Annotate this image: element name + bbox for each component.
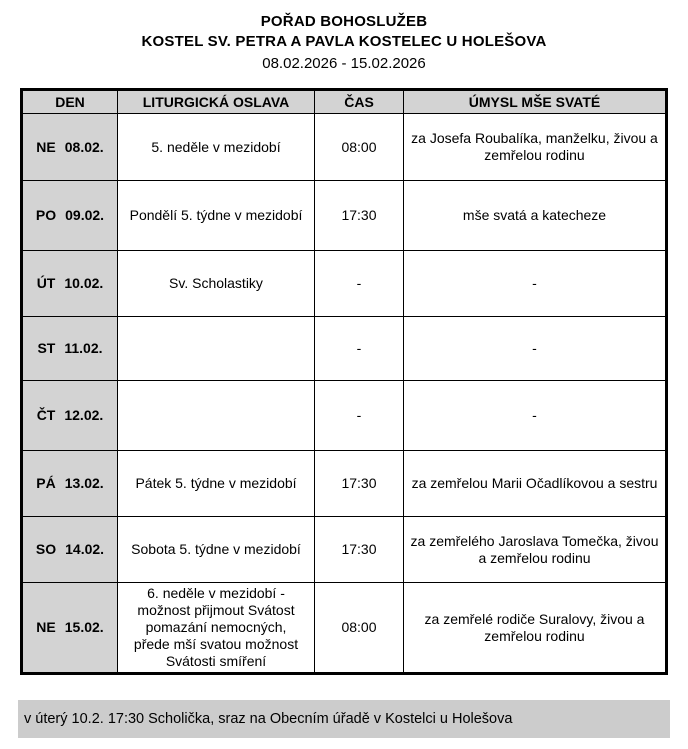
day-cell — [23, 317, 118, 380]
celebration-cell — [118, 381, 315, 450]
table-row — [23, 380, 665, 450]
title-block — [0, 12, 688, 74]
day-abbr: SO — [35, 541, 57, 557]
day-cell — [23, 251, 118, 316]
day-abbr: NE — [36, 619, 56, 635]
day-cell — [23, 381, 118, 450]
date-range: 08.02.2026 - 15.02.2026 — [262, 55, 426, 72]
column-header-intention: ÚMYSL MŠE SVATÉ — [404, 91, 665, 113]
intention-cell: - — [532, 407, 537, 423]
announcement-text: v úterý 10.2. 17:30 Scholička, sraz na Obecním úřadě v Kostelci u Holešova — [24, 711, 513, 727]
intention-cell: za zemřelou Marii Očadlíkovou a sestru — [411, 475, 658, 491]
table-row — [23, 113, 665, 180]
table-row — [23, 582, 665, 672]
day-date: 15.02. — [64, 619, 104, 635]
celebration-cell: Sv. Scholastiky — [118, 251, 315, 316]
intention-cell: - — [532, 275, 537, 291]
day-cell — [23, 583, 118, 672]
intention-cell: - — [532, 340, 537, 356]
day-cell — [23, 181, 118, 250]
intention-cell: za zemřelé rodiče Suralovy, živou a zemřelou rodinu — [424, 610, 645, 644]
day-date: 14.02. — [65, 541, 105, 557]
time-cell: - — [315, 251, 404, 316]
table-header-row — [23, 91, 665, 113]
time-cell: 17:30 — [315, 517, 404, 582]
day-date: 12.02. — [64, 407, 104, 423]
column-header-time: ČAS — [315, 91, 404, 113]
day-cell — [23, 451, 118, 516]
day-cell — [23, 114, 118, 180]
celebration-cell — [118, 317, 315, 380]
day-date: 13.02. — [64, 475, 104, 491]
time-cell: 08:00 — [315, 583, 404, 672]
time-cell: - — [315, 317, 404, 380]
table-row — [23, 180, 665, 250]
celebration-cell: Pátek 5. týdne v mezidobí — [118, 451, 315, 516]
day-abbr: ST — [37, 340, 56, 356]
day-date: 11.02. — [64, 340, 103, 356]
table-row — [23, 250, 665, 316]
column-header-celebration: LITURGICKÁ OSLAVA — [118, 91, 315, 113]
intention-cell: za zemřelého Jaroslava Tomečka, živou a zemřelou rodinu — [410, 532, 659, 566]
table-row — [23, 450, 665, 516]
column-header-day: DEN — [23, 91, 118, 113]
table-row — [23, 316, 665, 380]
day-abbr: ÚT — [36, 275, 56, 291]
day-date: 09.02. — [65, 207, 105, 223]
day-date: 10.02. — [64, 275, 104, 291]
time-cell: 08:00 — [315, 114, 404, 180]
page-title: POŘAD BOHOSLUŽEB — [260, 13, 428, 30]
intention-cell: mše svatá a katecheze — [462, 207, 607, 223]
day-abbr: PÁ — [36, 475, 56, 491]
intention-cell: za Josefa Roubalíka, manželku, živou a zemřelou rodinu — [411, 130, 658, 163]
celebration-cell: 5. neděle v mezidobí — [118, 114, 315, 180]
time-cell: 17:30 — [315, 451, 404, 516]
day-cell — [23, 517, 118, 582]
celebration-cell: Pondělí 5. týdne v mezidobí — [118, 181, 315, 250]
announcement-bar — [18, 700, 670, 738]
church-name: KOSTEL SV. PETRA A PAVLA KOSTELEC U HOLEŠOVA — [141, 33, 547, 50]
celebration-cell: Sobota 5. týdne v mezidobí — [118, 517, 315, 582]
time-cell: 17:30 — [315, 181, 404, 250]
table-row — [23, 516, 665, 582]
celebration-cell: 6. neděle v mezidobí - možnost přijmout Svátost pomazání nemocných, přede mší svatou možnost Svátosti smíření — [118, 583, 315, 672]
day-abbr: PO — [35, 207, 57, 223]
day-abbr: ČT — [36, 407, 56, 423]
day-date: 08.02. — [64, 138, 104, 155]
time-cell: - — [315, 381, 404, 450]
schedule-table — [20, 88, 668, 675]
day-abbr: NE — [36, 138, 56, 155]
